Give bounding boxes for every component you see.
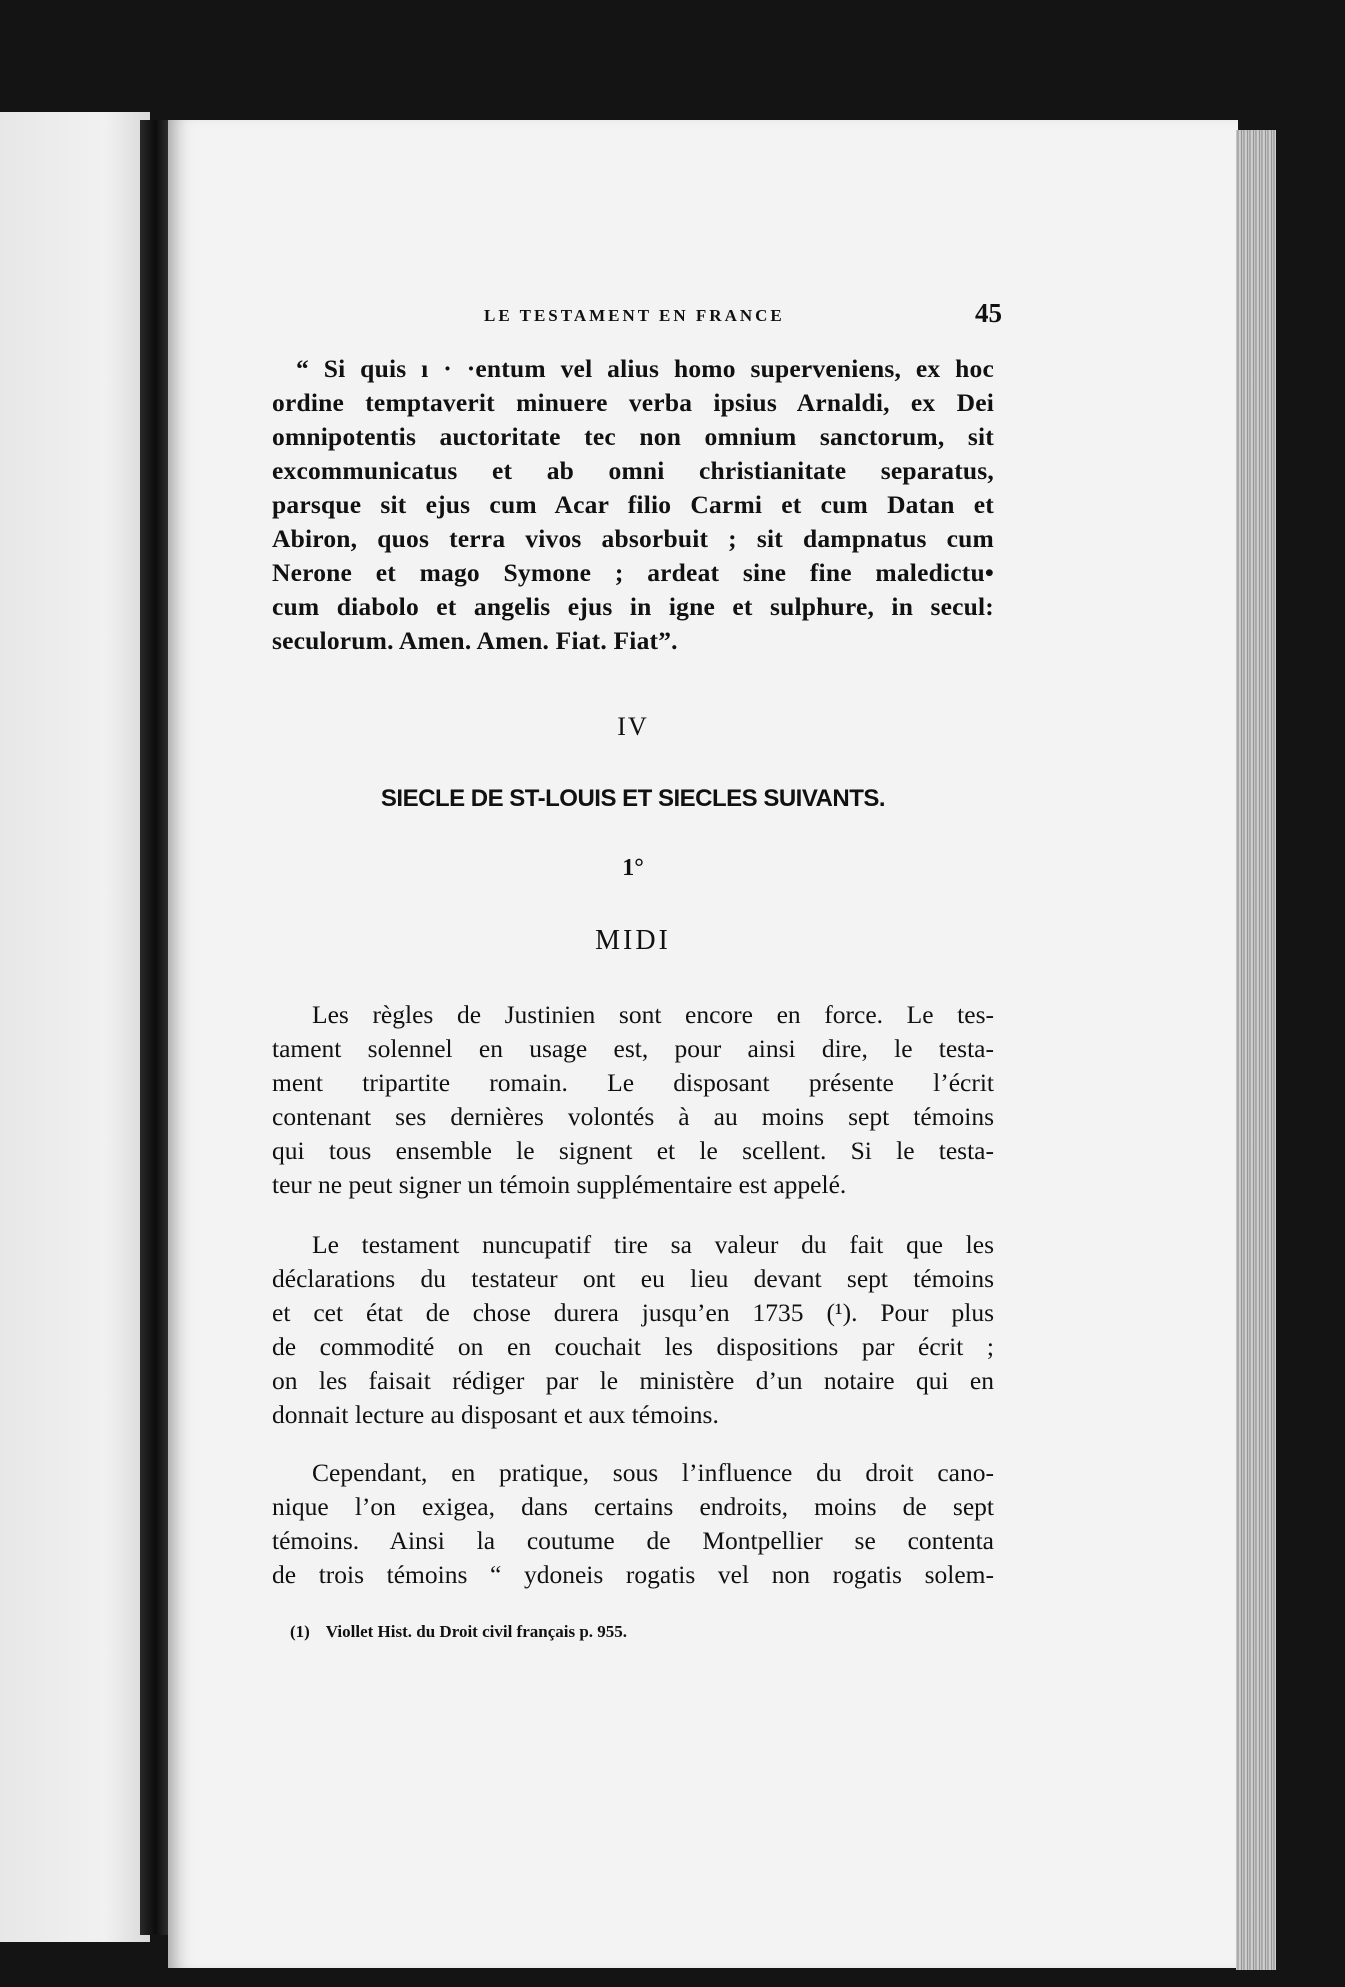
paragraph-line: Les règles de Justinien sont encore en force. Le tes- (312, 1000, 994, 1029)
paragraph-line: teur ne peut signer un témoin supplémentaire est appelé. (272, 1170, 847, 1199)
paragraph-line: de trois témoins “ ydoneis rogatis vel non rogatis solem- (272, 1560, 994, 1589)
paragraph-line: contenant ses dernières volontés à au moins sept témoins (272, 1102, 994, 1131)
latin-quote (272, 352, 994, 658)
quote-line: excommunicatus et ab omni christianitate separatus, (272, 456, 994, 485)
footnote-text: Viollet Hist. du Droit civil français p. 955. (325, 1622, 628, 1641)
quote-line: “ Si quis ı · ·entum vel alius homo superveniens, ex hoc (296, 354, 994, 383)
page-number: 45 (975, 298, 1002, 328)
paragraph-line: Le testament nuncupatif tire sa valeur du fait que les (312, 1230, 994, 1259)
paragraph-line: déclarations du testateur ont eu lieu devant sept témoins (272, 1264, 994, 1293)
paragraph-line: témoins. Ainsi la coutume de Montpellier se contenta (272, 1526, 994, 1555)
quote-line: Nerone et mago Symone ; ardeat sine fine maledictu• (272, 558, 994, 587)
paragraph (272, 1228, 994, 1432)
paragraph-line: qui tous ensemble le signent et le scellent. Si le testa- (272, 1136, 994, 1165)
paragraph-line: de commodité on en couchait les dispositions par écrit ; (272, 1332, 994, 1361)
paragraph-line: et cet état de chose durera jusqu’en 1735 (¹). Pour plus (272, 1298, 994, 1327)
subsection-number: 1° (622, 855, 644, 881)
running-title: LE TESTAMENT EN FRANCE (484, 306, 785, 325)
paragraph-line: tament solennel en usage est, pour ainsi dire, le testa- (272, 1034, 994, 1063)
paragraph-line: ment tripartite romain. Le disposant présente l’écrit (272, 1068, 994, 1097)
page-edges-stack (1236, 130, 1276, 1970)
quote-line: parsque sit ejus cum Acar filio Carmi et cum Datan et (272, 490, 994, 519)
footnote (290, 1622, 1012, 1642)
left-page-edge (0, 112, 150, 1942)
paragraph-line: donnait lecture au disposant et aux témoins. (272, 1400, 719, 1429)
quote-line: seculorum. Amen. Amen. Fiat. Fiat”. (272, 626, 678, 655)
running-head (272, 298, 1002, 338)
section-title: SIECLE DE ST-LOUIS ET SIECLES SUIVANTS. (380, 785, 886, 812)
subsection-title: MIDI (595, 925, 671, 956)
paragraph-line: on les faisait rédiger par le ministère d’un notaire qui en (272, 1366, 994, 1395)
footnote-mark: (1) (290, 1622, 310, 1641)
paragraph-line: nique l’on exigea, dans certains endroits, moins de sept (272, 1492, 994, 1521)
paragraph (272, 1456, 994, 1592)
paragraph-line: Cependant, en pratique, sous l’influence du droit cano- (312, 1458, 994, 1487)
quote-line: ordine temptaverit minuere verba ipsius Arnaldi, ex Dei (272, 388, 994, 417)
quote-line: Abiron, quos terra vivos absorbuit ; sit dampnatus cum (272, 524, 994, 553)
paragraph (272, 998, 994, 1202)
quote-line: omnipotentis auctoritate tec non omnium sanctorum, sit (272, 422, 994, 451)
quote-line: cum diabolo et angelis ejus in igne et sulphure, in secul: (272, 592, 994, 621)
section-number: IV (617, 712, 649, 741)
